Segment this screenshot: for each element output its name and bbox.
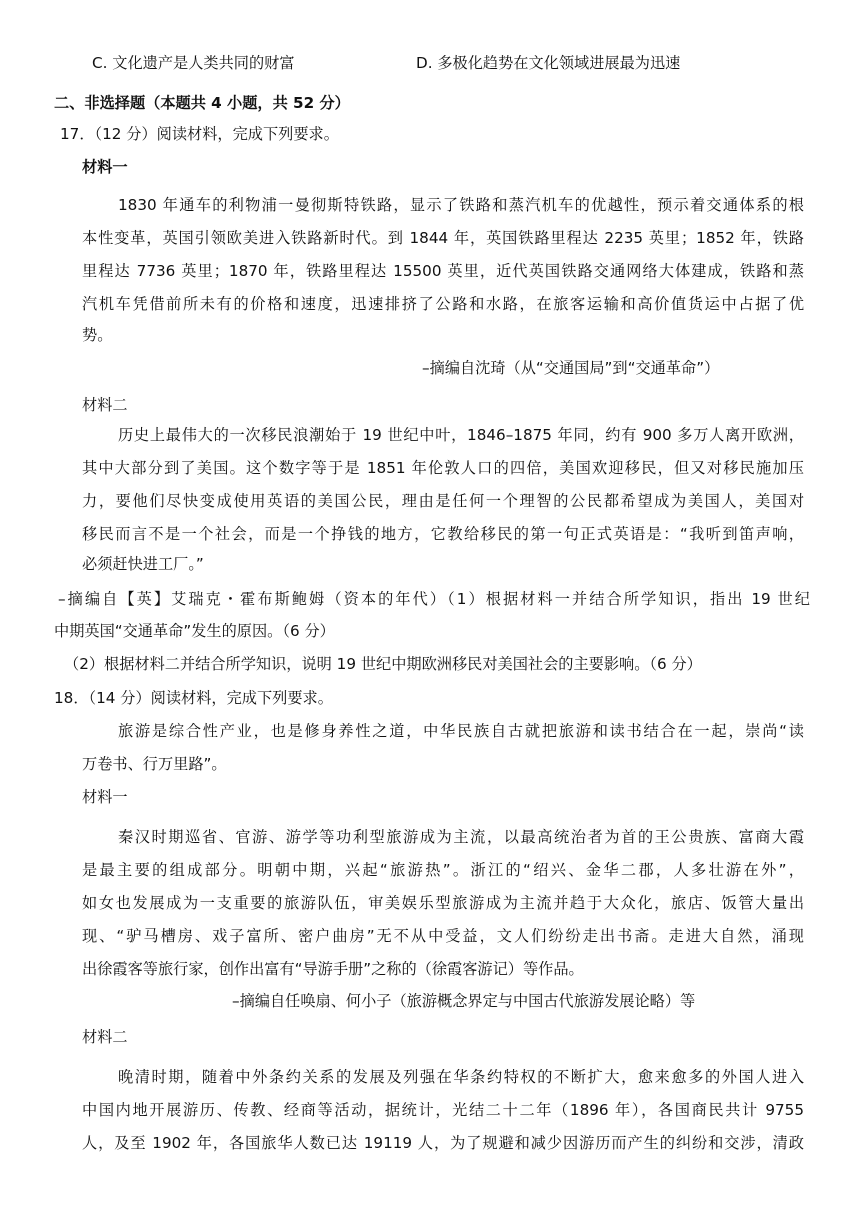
option-c: C. 文化遗产是人类共同的财富 — [92, 54, 295, 72]
q18-material-1-line: 如女也发展成为一支重要的旅游队伍，审美娱乐型旅游成为主流并趋于大众化，旅店、饭管大量出 — [82, 894, 804, 912]
question-17-intro: 17．（12 分）阅读材料，完成下列要求。 — [60, 125, 339, 143]
q18-lead-line: 万卷书、行万里路”。 — [82, 755, 227, 773]
q17-material-2-line: 移民而言不是一个社会，而是一个挣钱的地方，它教给移民的第一句正式英语是：“我听到笛声响， — [82, 525, 804, 543]
q18-material-1-line: 出徐霞客等旅行家，创作出富有“导游手册”之称的（徐霞客游记）等作品。 — [82, 960, 584, 978]
q17-material-2-title: 材料二 — [82, 396, 128, 414]
q18-material-1-line: 秦汉时期巡省、官游、游学等功利型旅游成为主流，以最高统治者为首的王公贵族、富商大霞 — [118, 828, 804, 846]
q18-material-2-line: 晚清时期，随着中外条约关系的发展及列强在华条约特权的不断扩大，愈来愈多的外国人进入 — [118, 1068, 804, 1086]
q18-material-2-title: 材料二 — [82, 1028, 128, 1046]
q18-lead-line: 旅游是综合性产业，也是修身养性之道，中华民族自古就把旅游和读书结合在一起，崇尚“读 — [118, 722, 804, 740]
q17-material-2-line: 必须赶快进工厂。” — [82, 555, 204, 573]
q17-material-1-source: –摘编自沈琦（从“交通国局”到“交通革命”） — [422, 359, 720, 377]
q18-material-1-line: 是最主要的组成部分。明朝中期，兴起“旅游热”。浙江的“绍兴、金华二郡，人多壮游在外”， — [82, 861, 804, 879]
q17-material-2-line: 历史上最伟大的一次移民浪潮始于 19 世纪中叶，1846–1875 年同，约有 900 多万人离开欧洲， — [118, 426, 804, 444]
q17-material-1-line: 里程达 7736 英里；1870 年，铁路里程达 15500 英里，近代英国铁路交通网络大体建成，铁路和蒸 — [82, 262, 804, 280]
q18-material-1-source: –摘编自任唤扇、何小子（旅游概念界定与中国古代旅游发展论略）等 — [232, 992, 696, 1010]
q18-material-2-line: 中国内地开展游历、传教、经商等活动，据统计，光结二十二年（1896 年），各国商民共计 9755 — [82, 1101, 804, 1119]
q18-material-2-line: 人，及至 1902 年，各国旅华人数已达 19119 人，为了规避和减少因游历而产生的纠纷和交涉，清政 — [82, 1134, 804, 1152]
q17-question-1-continued: 中期英国“交通革命”发生的原因。（6 分） — [54, 622, 335, 640]
q17-material-2-source-and-question-1: –摘编自【英】艾瑞克・霍布斯鲍姆（资本的年代）（1）根据材料一并结合所学知识，指出 19 世纪 — [58, 590, 810, 608]
q17-material-2-line: 其中大部分到了美国。这个数字等于是 1851 年伦敦人口的四倍，美国欢迎移民，但又对移民施加压 — [82, 459, 804, 477]
option-d: D. 多极化趋势在文化领域进展最为迅速 — [416, 54, 681, 72]
section-heading: 二、非选择题（本题共 4 小题，共 52 分） — [54, 94, 350, 112]
q17-question-2: （2）根据材料二并结合所学知识，说明 19 世纪中期欧洲移民对美国社会的主要影响。（6 分） — [64, 655, 702, 673]
q17-material-2-line: 力，要他们尽快变成使用英语的美国公民，理由是任何一个理智的公民都希望成为美国人，美国对 — [82, 492, 804, 510]
q17-material-1-line: 势。 — [82, 326, 113, 344]
question-18-intro: 18．（14 分）阅读材料，完成下列要求。 — [54, 689, 333, 707]
q18-material-1-title: 材料一 — [82, 788, 128, 806]
q18-material-1-line: 现、“驴马槽房、戏子富所、密户曲房”无不从中受益，文人们纷纷走出书斋。走进大自然，涌现 — [82, 927, 804, 945]
q17-material-1-line: 本性变革，英国引领欧美进入铁路新时代。到 1844 年，英国铁路里程达 2235 英里；1852 年，铁路 — [82, 229, 804, 247]
q17-material-1-line: 1830 年通车的利物浦一曼彻斯特铁路，显示了铁路和蒸汽机车的优越性，预示着交通体系的根 — [118, 196, 804, 214]
q17-material-1-line: 汽机车凭借前所未有的价格和速度，迅速排挤了公路和水路，在旅客运输和高价值货运中占据了优 — [82, 295, 804, 313]
q17-material-1-title: 材料一 — [82, 158, 128, 176]
